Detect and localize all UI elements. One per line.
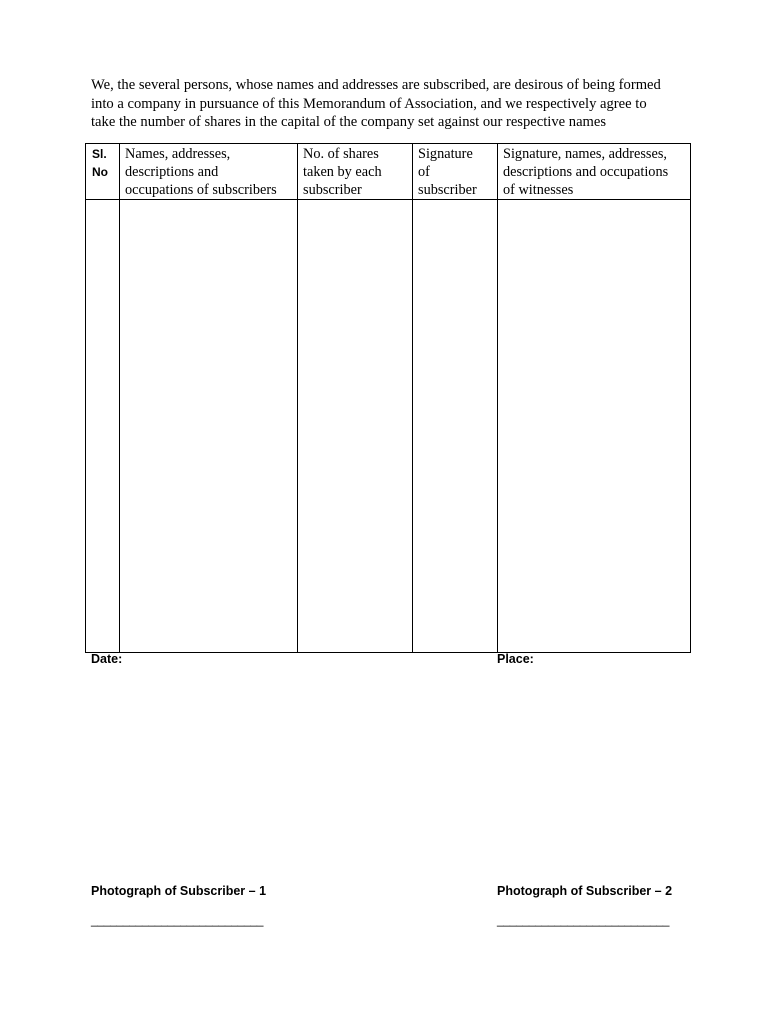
- header-shares-taken: No. of shares taken by each subscriber: [298, 144, 413, 200]
- intro-line-1: We, the several persons, whose names and addresses are subscribed, are desirous of being formed: [91, 77, 661, 93]
- place-label: Place:: [497, 652, 534, 666]
- cell-witness-details[interactable]: [498, 200, 691, 653]
- header-witness-details: Signature, names, addresses, descriptions and occupations of witnesses: [498, 144, 691, 200]
- date-label: Date:: [91, 652, 123, 666]
- cell-subscriber-signature[interactable]: [413, 200, 498, 653]
- header-sl-no: Sl. No: [86, 144, 120, 200]
- intro-line-2: into a company in pursuance of this Memorandum of Association, and we respectively agree to: [91, 95, 647, 112]
- header-subscriber-signature: Signature of subscriber: [413, 144, 498, 200]
- signature-line-subscriber-1: ___________________________: [91, 913, 264, 927]
- table-header-row: [86, 144, 691, 200]
- cell-sl-no[interactable]: [86, 200, 120, 653]
- photo-subscriber-2-label: Photograph of Subscriber – 2: [497, 884, 673, 898]
- intro-paragraph: [91, 76, 711, 132]
- photo-subscriber-1-label: Photograph of Subscriber – 1: [91, 884, 267, 898]
- subscribers-table: [85, 143, 691, 653]
- signature-line-subscriber-2: ___________________________: [497, 913, 670, 927]
- cell-subscriber-details[interactable]: [120, 200, 298, 653]
- cell-shares-taken[interactable]: [298, 200, 413, 653]
- header-subscriber-details: Names, addresses, descriptions and occupations of subscribers: [120, 144, 298, 200]
- intro-line-3: take the number of shares in the capital of the company set against our respective names: [91, 114, 607, 130]
- table-row: [86, 200, 691, 653]
